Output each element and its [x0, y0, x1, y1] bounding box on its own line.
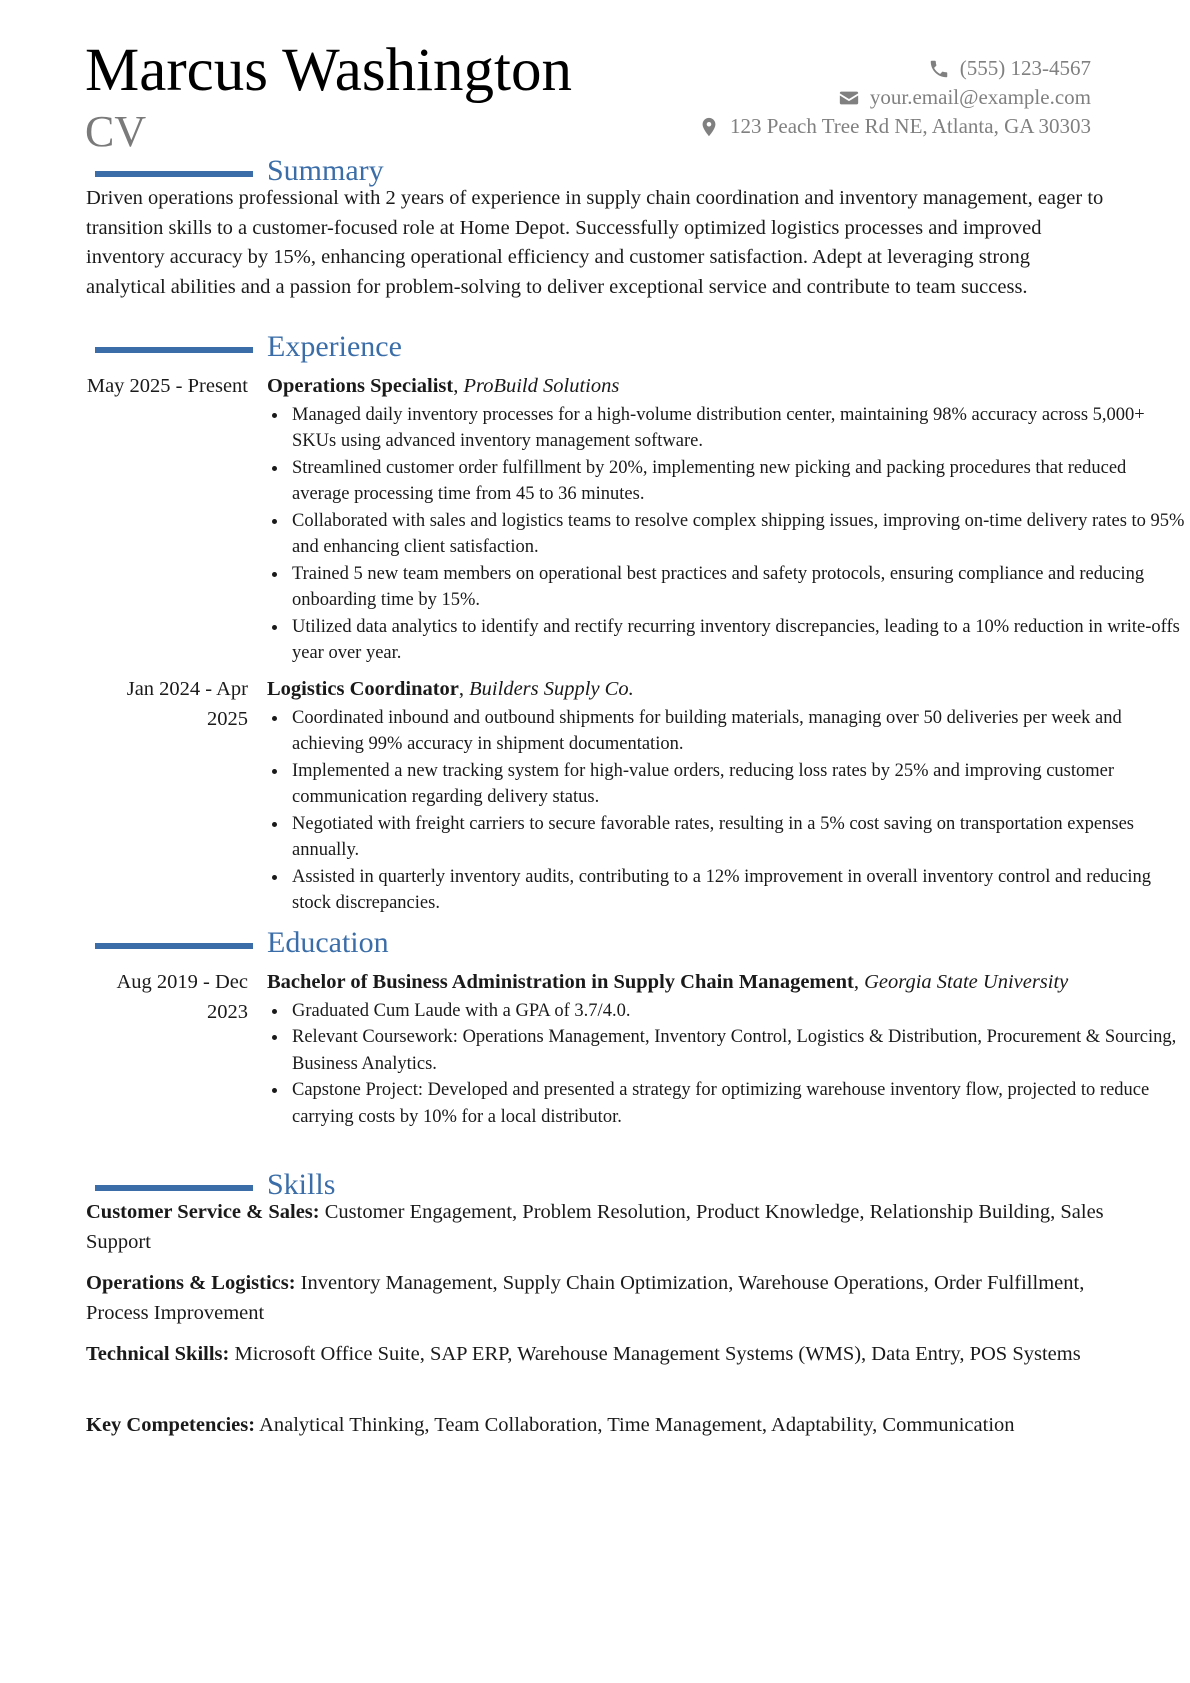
- bullet-list: [267, 402, 1187, 667]
- envelope-icon: [838, 87, 860, 109]
- list-item: Graduated Cum Laude with a GPA of 3.7/4.0.: [292, 998, 1187, 1025]
- document-subtitle: CV: [85, 107, 147, 156]
- entry-heading: Logistics Coordinator, Builders Supply Co.: [267, 678, 634, 700]
- contact-address: [698, 112, 1091, 141]
- skill-category: Customer Service & Sales:: [86, 1201, 320, 1223]
- skill-category: Operations & Logistics:: [86, 1272, 296, 1294]
- section-title: Summary: [267, 154, 384, 187]
- skill-group: [86, 1198, 1111, 1257]
- skill-group: [86, 1269, 1111, 1328]
- list-item: Utilized data analytics to identify and rectify recurring inventory discrepancies, leading to a 10% reduction in write-offs year over year.: [292, 614, 1187, 667]
- list-item: Relevant Coursework: Operations Management, Inventory Control, Logistics & Distribution, Procurement & Sourcing, Business Analytics.: [292, 1024, 1187, 1077]
- candidate-name: Marcus Washington: [85, 37, 572, 104]
- entry-date: May 2025 - Present: [86, 375, 248, 397]
- skill-list: Analytical Thinking, Team Collaboration, Time Management, Adaptability, Communication: [259, 1414, 1015, 1436]
- address-text: 123 Peach Tree Rd NE, Atlanta, GA 30303: [729, 114, 1091, 138]
- employer: ProBuild Solutions: [463, 375, 620, 397]
- job-title: Logistics Coordinator: [267, 678, 459, 700]
- section-accent-bar: [95, 1185, 253, 1191]
- entry-content: [267, 968, 1187, 1130]
- list-item: Managed daily inventory processes for a high-volume distribution center, maintaining 98% accuracy across 5,000+ SKUs using advanced inventory management software.: [292, 402, 1187, 455]
- phone-text: (555) 123-4567: [959, 56, 1091, 80]
- map-pin-icon: [698, 116, 720, 138]
- list-item: Implemented a new tracking system for high-value orders, reducing loss rates by 25% and improving customer communication regarding delivery status.: [292, 758, 1187, 811]
- skill-list: Microsoft Office Suite, SAP ERP, Warehouse Management Systems (WMS), Data Entry, POS Systems: [234, 1343, 1081, 1365]
- section-accent-bar: [95, 171, 253, 177]
- list-item: Streamlined customer order fulfillment by 20%, implementing new picking and packing procedures that reduced average processing time from 45 to 36 minutes.: [292, 455, 1187, 508]
- summary-text: Driven operations professional with 2 years of experience in supply chain coordination and inventory management, eager to transition skills to a customer-focused role at Home Depot. Successfully optimized logistics processes and improved inventory accuracy by 15%, enhancing operational efficiency and customer satisfaction. Adept at leveraging strong analytical abilities and a passion for problem-solving to deliver exceptional service and contribute to team success.: [86, 187, 1104, 298]
- entry-content: [267, 675, 1187, 917]
- employer: Builders Supply Co.: [469, 678, 634, 700]
- job-title: Operations Specialist: [267, 375, 454, 397]
- section-title: Education: [267, 926, 389, 959]
- skill-group: [86, 1340, 1111, 1370]
- section-accent-bar: [95, 943, 253, 949]
- list-item: Negotiated with freight carriers to secure favorable rates, resulting in a 5% cost saving on transportation expenses annually.: [292, 811, 1187, 864]
- list-item: Coordinated inbound and outbound shipments for building materials, managing over 50 deliveries per week and achieving 99% accuracy in shipment documentation.: [292, 705, 1187, 758]
- list-item: Trained 5 new team members on operational best practices and safety protocols, ensuring compliance and reducing onboarding time by 15%.: [292, 561, 1187, 614]
- section-accent-bar: [95, 347, 253, 353]
- email-text[interactable]: your.email@example.com: [869, 85, 1091, 109]
- skill-list: Inventory Management, Supply Chain Optimization, Warehouse Operations, Order Fulfillment, Process Improvement: [86, 1272, 1085, 1324]
- section-title: Skills: [267, 1168, 336, 1201]
- entry-date: Jan 2024 - Apr 2025: [126, 678, 248, 730]
- bullet-list: [267, 705, 1187, 917]
- list-item: Capstone Project: Developed and presented a strategy for optimizing warehouse inventory flow, projected to reduce carrying costs by 10% for a local distributor.: [292, 1077, 1187, 1130]
- entry-date: Aug 2019 - Dec 2023: [116, 971, 248, 1023]
- skill-category: Key Competencies:: [86, 1414, 256, 1436]
- entry-heading: Bachelor of Business Administration in Supply Chain Management, Georgia State University: [267, 971, 1069, 993]
- institution: Georgia State University: [864, 971, 1069, 993]
- section-title: Experience: [267, 330, 402, 363]
- bullet-list: [267, 998, 1187, 1131]
- entry-heading: Operations Specialist, ProBuild Solutions: [267, 375, 620, 397]
- skill-group: [86, 1411, 1111, 1441]
- contact-block: [698, 54, 1091, 141]
- skill-list: Customer Engagement, Problem Resolution, Product Knowledge, Relationship Building, Sales Support: [86, 1201, 1104, 1253]
- list-item: Collaborated with sales and logistics teams to resolve complex shipping issues, improving on-time delivery rates to 95% and enhancing client satisfaction.: [292, 508, 1187, 561]
- skill-category: Technical Skills:: [86, 1343, 230, 1365]
- contact-email[interactable]: [698, 83, 1091, 112]
- entry-content: [267, 372, 1187, 667]
- list-item: Assisted in quarterly inventory audits, contributing to a 12% improvement in overall inventory control and reducing stock discrepancies.: [292, 864, 1187, 917]
- contact-phone: [698, 54, 1091, 83]
- degree-title: Bachelor of Business Administration in Supply Chain Management: [267, 971, 854, 993]
- phone-icon: [928, 58, 950, 80]
